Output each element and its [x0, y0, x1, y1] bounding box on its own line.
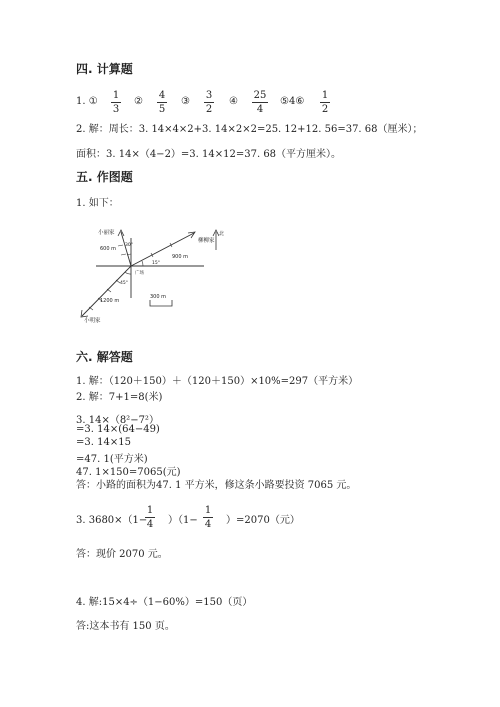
q4-line: 4. 解:15×4÷（1−60%）=150（页）: [76, 597, 253, 608]
q3-fraction-1-den: 4: [146, 519, 154, 530]
q3-part-b: ）（1−: [168, 515, 198, 526]
q4-answer: 答:这本书有 150 页。: [76, 621, 175, 632]
fraction-1-den: 3: [112, 104, 120, 115]
q1-mark-3: ③: [181, 96, 190, 107]
label-angle-45: 45°: [120, 281, 128, 286]
q3-part-a: 3. 3680×（1−: [76, 515, 148, 526]
q3-fraction-1-num: 1: [146, 505, 154, 516]
fraction-3-num: 3: [205, 90, 213, 101]
fraction-3: [204, 90, 214, 115]
label-scale: 300 m: [150, 294, 167, 300]
q3-fraction-2-num: 1: [204, 505, 212, 516]
fraction-3-den: 2: [205, 104, 213, 115]
label-900m: 900 m: [172, 254, 189, 260]
fraction-1-num: 1: [112, 90, 120, 101]
q1-mark-2: ②: [134, 96, 143, 107]
label-600m: 600 m: [100, 246, 117, 252]
q5-1-label: 1. 如下：: [76, 198, 119, 209]
answer-line: 2. 解：7+1=8(米): [76, 392, 163, 403]
label-angle-30: 30°: [125, 243, 133, 248]
ray-liuliu: [131, 233, 194, 266]
fraction-6-num: 1: [321, 90, 329, 101]
answer-line: 47. 1×150=7065(元): [76, 467, 181, 478]
answer-line: 3. 14×（8²−7²）: [76, 415, 159, 426]
q1-mark-56: ⑤4⑥: [280, 96, 305, 107]
scale-bar: [150, 300, 172, 306]
q3-answer: 答：现价 2070 元。: [76, 549, 168, 560]
fraction-4-num: 25: [253, 90, 267, 101]
answer-line: =47. 1(平方米): [76, 454, 148, 465]
fraction-2-den: 5: [158, 104, 166, 115]
direction-diagram: [76, 218, 246, 326]
q3-part-c: ）=2070（元）: [226, 515, 300, 526]
fraction-2: [157, 90, 167, 115]
answer-line: 1. 解：（120＋150）＋（120＋150）×10%=297（平方米）: [76, 376, 359, 387]
q1-label: 1. ①: [76, 96, 98, 107]
section-6-title: 六. 解答题: [76, 350, 133, 364]
fraction-6: [320, 90, 330, 115]
fraction-4-den: 4: [256, 104, 264, 115]
q2-area-line: 面积：3. 14×（4−2）=3. 14×12=37. 68（平方厘米）。: [76, 149, 342, 160]
label-liuliu-home: 柳柳家: [198, 238, 215, 244]
q3-fraction-2-den: 4: [204, 519, 212, 530]
arrow-liuliu-icon: [188, 232, 195, 238]
fraction-1: [111, 90, 121, 115]
label-angle-15: 15°: [152, 261, 160, 266]
label-square: 广场: [135, 271, 144, 276]
fraction-2-num: 4: [158, 90, 166, 101]
label-north: 北: [219, 231, 225, 237]
ray-xiaoli: [121, 232, 131, 266]
fraction-6-den: 2: [321, 104, 329, 115]
fraction-4: [252, 90, 268, 115]
section-5-title: 五. 作图题: [76, 170, 133, 184]
answer-line: 答：小路的面积为47. 1 平方米，修这条小路要投资 7065 元。: [76, 480, 357, 491]
q2-line: 2. 解：周长：3. 14×4×2+3. 14×2×2=25. 12+12. 56=37. 68（厘米）；: [76, 124, 423, 135]
q3-fraction-1: [145, 505, 155, 530]
q1-mark-4: ④: [229, 96, 238, 107]
answer-line: =3. 14×15: [76, 437, 131, 448]
label-1200m: 1200 m: [100, 298, 120, 304]
label-xiaoli-home: 小丽家: [98, 230, 115, 236]
ray-xiaoming: [82, 266, 131, 316]
label-xiaoming-home: 小明家: [84, 318, 101, 324]
section-4-title: 四. 计算题: [76, 62, 133, 76]
answer-line: =3. 14×(64−49): [76, 424, 160, 435]
q3-fraction-2: [203, 505, 213, 530]
